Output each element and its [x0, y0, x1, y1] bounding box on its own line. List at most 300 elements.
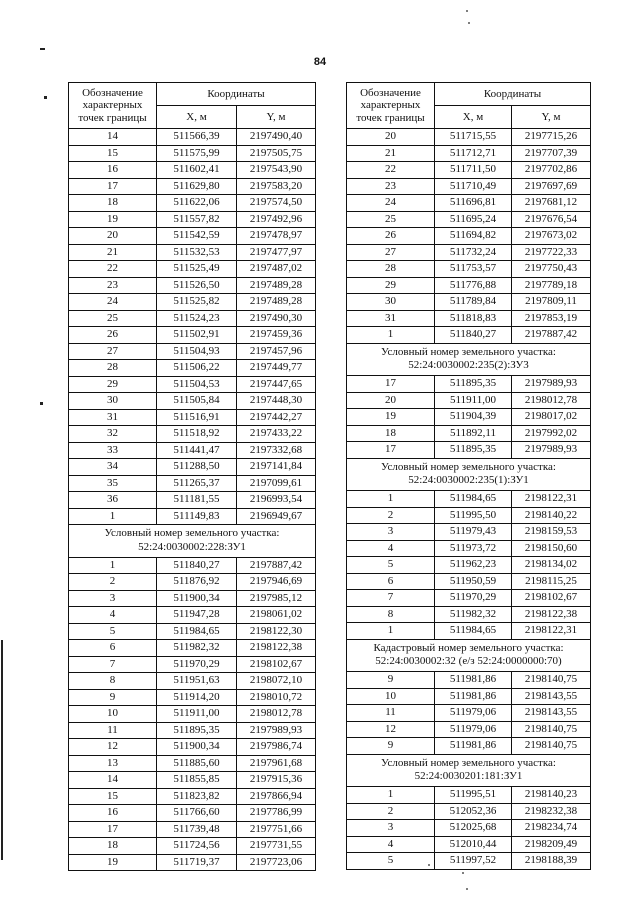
x-cell: 511973,72: [435, 540, 512, 557]
y-cell: 2197583,20: [237, 178, 316, 195]
table-row: [347, 557, 591, 574]
y-cell: 2197459,36: [237, 327, 316, 344]
point-cell: 18: [69, 838, 157, 855]
scan-dot: [462, 872, 464, 874]
y-cell: 2198234,74: [512, 820, 591, 837]
table-row: [69, 145, 316, 162]
table-row: [69, 821, 316, 838]
y-cell: 2197490,40: [237, 129, 316, 146]
point-cell: 32: [69, 426, 157, 443]
x-cell: 511532,53: [157, 244, 237, 261]
y-cell: 2197751,66: [237, 821, 316, 838]
table-row: [69, 376, 316, 393]
point-cell: 1: [69, 508, 157, 525]
x-column-header: X, м: [435, 106, 512, 129]
x-cell: 511732,24: [435, 244, 512, 261]
point-cell: 28: [347, 261, 435, 278]
y-cell: 2197786,99: [237, 805, 316, 822]
table-row: [69, 310, 316, 327]
point-cell: 27: [69, 343, 157, 360]
y-cell: 2198122,38: [237, 640, 316, 657]
y-cell: 2198232,38: [512, 803, 591, 820]
y-cell: 2197853,19: [512, 310, 591, 327]
coordinates-header: Координаты: [435, 83, 591, 106]
x-cell: 511719,37: [157, 854, 237, 871]
x-cell: 511711,50: [435, 162, 512, 179]
point-cell: 19: [69, 854, 157, 871]
x-cell: 511995,50: [435, 507, 512, 524]
point-cell: 23: [347, 178, 435, 195]
point-cell: 1: [347, 787, 435, 804]
y-cell: 2197449,77: [237, 360, 316, 377]
point-cell: 7: [347, 590, 435, 607]
x-cell: 511288,50: [157, 459, 237, 476]
y-cell: 2197447,65: [237, 376, 316, 393]
x-cell: 511840,27: [435, 327, 512, 344]
table-row: [69, 788, 316, 805]
x-cell: 511982,32: [157, 640, 237, 657]
point-cell: 20: [69, 228, 157, 245]
x-cell: 511518,92: [157, 426, 237, 443]
table-row: [347, 409, 591, 426]
table-row: [347, 721, 591, 738]
x-cell: 511516,91: [157, 409, 237, 426]
point-cell: 3: [347, 820, 435, 837]
y-cell: 2198143,55: [512, 705, 591, 722]
point-cell: 14: [69, 129, 157, 146]
x-cell: 511789,84: [435, 294, 512, 311]
x-cell: 511542,59: [157, 228, 237, 245]
x-cell: 511566,39: [157, 129, 237, 146]
y-cell: 2197574,50: [237, 195, 316, 212]
table-row: [347, 162, 591, 179]
point-cell: 1: [347, 623, 435, 640]
y-cell: 2198140,75: [512, 738, 591, 755]
point-cell: 13: [69, 755, 157, 772]
y-cell: 2197673,02: [512, 228, 591, 245]
y-cell: 2197332,68: [237, 442, 316, 459]
x-cell: 511696,81: [435, 195, 512, 212]
y-cell: 2198209,49: [512, 836, 591, 853]
x-cell: 511712,71: [435, 145, 512, 162]
point-cell: 23: [69, 277, 157, 294]
point-cell: 26: [347, 228, 435, 245]
y-cell: 2197543,90: [237, 162, 316, 179]
y-column-header: Y, м: [237, 106, 316, 129]
y-cell: 2197961,68: [237, 755, 316, 772]
x-cell: 511622,06: [157, 195, 237, 212]
table-row: [347, 507, 591, 524]
y-cell: 2197989,93: [237, 722, 316, 739]
table-row: [69, 162, 316, 179]
y-cell: 2198072,10: [237, 673, 316, 690]
y-cell: 2197809,11: [512, 294, 591, 311]
point-cell: 22: [347, 162, 435, 179]
x-cell: 511181,55: [157, 492, 237, 509]
point-cell: 17: [69, 821, 157, 838]
point-cell: 1: [69, 557, 157, 574]
point-cell: 5: [347, 557, 435, 574]
table-row: [347, 392, 591, 409]
x-cell: 512052,36: [435, 803, 512, 820]
table-row: [347, 228, 591, 245]
table-row: [69, 854, 316, 871]
point-cell: 12: [69, 739, 157, 756]
point-cell: 28: [69, 360, 157, 377]
table-row: [69, 409, 316, 426]
y-cell: 2197723,06: [237, 854, 316, 871]
y-cell: 2198122,30: [237, 623, 316, 640]
x-cell: 511979,06: [435, 721, 512, 738]
table-row: [69, 277, 316, 294]
point-cell: 10: [69, 706, 157, 723]
table-row: [69, 722, 316, 739]
table-row: [347, 705, 591, 722]
x-cell: 511914,20: [157, 689, 237, 706]
page-number: 84: [313, 56, 327, 68]
table-row: [69, 838, 316, 855]
coordinates-header: Координаты: [157, 83, 316, 106]
x-cell: 511753,57: [435, 261, 512, 278]
x-cell: 511149,83: [157, 508, 237, 525]
x-cell: 511947,28: [157, 607, 237, 624]
x-cell: 511505,84: [157, 393, 237, 410]
point-cell: 30: [347, 294, 435, 311]
scan-mark: [44, 96, 47, 99]
x-cell: 511502,91: [157, 327, 237, 344]
table-row: [69, 492, 316, 509]
y-cell: 2197707,39: [512, 145, 591, 162]
table-row: [69, 508, 316, 525]
coordinates-table-left: [68, 82, 316, 871]
point-cell: 5: [347, 853, 435, 870]
table-row: [69, 475, 316, 492]
section-title: Условный номер земельного участка: 52:24:0030002:235(2):ЗУ3: [347, 343, 591, 376]
table-row: [69, 442, 316, 459]
point-cell: 31: [347, 310, 435, 327]
scan-dot: [468, 22, 470, 24]
y-cell: 2197141,84: [237, 459, 316, 476]
y-cell: 2197722,33: [512, 244, 591, 261]
table-row: [347, 261, 591, 278]
point-cell: 24: [347, 195, 435, 212]
x-cell: 511951,63: [157, 673, 237, 690]
table-row: [347, 178, 591, 195]
y-cell: 2197989,93: [512, 376, 591, 393]
y-cell: 2197681,12: [512, 195, 591, 212]
table-row: [69, 673, 316, 690]
y-cell: 2198143,55: [512, 688, 591, 705]
table-row: [347, 606, 591, 623]
section-row: [69, 525, 316, 558]
y-cell: 2198140,23: [512, 787, 591, 804]
y-cell: 2198188,39: [512, 853, 591, 870]
table-row: [347, 310, 591, 327]
x-cell: 511441,47: [157, 442, 237, 459]
point-cell: 21: [347, 145, 435, 162]
table-row: [347, 327, 591, 344]
point-cell: 4: [69, 607, 157, 624]
y-cell: 2197985,12: [237, 590, 316, 607]
point-cell: 4: [347, 540, 435, 557]
x-cell: 511876,92: [157, 574, 237, 591]
y-cell: 2197489,28: [237, 294, 316, 311]
x-cell: 511694,82: [435, 228, 512, 245]
y-cell: 2198140,75: [512, 721, 591, 738]
point-cell: 29: [69, 376, 157, 393]
x-cell: 512010,44: [435, 836, 512, 853]
y-cell: 2197789,18: [512, 277, 591, 294]
section-row: [347, 343, 591, 376]
x-cell: 511904,39: [435, 409, 512, 426]
x-cell: 511739,48: [157, 821, 237, 838]
x-cell: 511984,65: [435, 623, 512, 640]
y-cell: 2197442,27: [237, 409, 316, 426]
table-row: [347, 573, 591, 590]
table-row: [69, 607, 316, 624]
point-cell: 15: [69, 788, 157, 805]
x-cell: 511970,29: [157, 656, 237, 673]
point-cell: 21: [69, 244, 157, 261]
y-cell: 2198122,38: [512, 606, 591, 623]
x-cell: 511525,49: [157, 261, 237, 278]
table-row: [69, 294, 316, 311]
x-cell: 511984,65: [435, 491, 512, 508]
x-cell: 511900,34: [157, 590, 237, 607]
table-row: [347, 145, 591, 162]
table-row: [347, 294, 591, 311]
y-cell: 2197715,26: [512, 129, 591, 146]
y-cell: 2198010,72: [237, 689, 316, 706]
table-row: [347, 376, 591, 393]
x-cell: 511840,27: [157, 557, 237, 574]
table-row: [69, 343, 316, 360]
y-cell: 2198061,02: [237, 607, 316, 624]
table-row: [347, 425, 591, 442]
table-row: [69, 261, 316, 278]
point-cell: 20: [347, 392, 435, 409]
point-cell: 6: [347, 573, 435, 590]
y-cell: 2197433,22: [237, 426, 316, 443]
y-cell: 2197915,36: [237, 772, 316, 789]
x-column-header: X, м: [157, 106, 237, 129]
y-column-header: Y, м: [512, 106, 591, 129]
x-cell: 511575,99: [157, 145, 237, 162]
section-title: Кадастровый номер земельного участка: 52:24:0030002:32 (е/з 52:24:0000000:70): [347, 639, 591, 672]
y-cell: 2198122,31: [512, 491, 591, 508]
table-row: [69, 772, 316, 789]
x-cell: 511950,59: [435, 573, 512, 590]
y-cell: 2197487,02: [237, 261, 316, 278]
x-cell: 511506,22: [157, 360, 237, 377]
point-cell: 34: [69, 459, 157, 476]
section-title: Условный номер земельного участка: 52:24:0030002:228:ЗУ1: [69, 525, 316, 558]
y-cell: 2197489,28: [237, 277, 316, 294]
table-row: [69, 228, 316, 245]
scan-border: [1, 640, 3, 860]
x-cell: 511504,53: [157, 376, 237, 393]
point-cell: 20: [347, 129, 435, 146]
point-cell: 9: [69, 689, 157, 706]
point-cell: 3: [69, 590, 157, 607]
x-cell: 511885,60: [157, 755, 237, 772]
table-row: [347, 540, 591, 557]
x-cell: 511895,35: [435, 376, 512, 393]
y-cell: 2198140,75: [512, 672, 591, 689]
point-cell: 22: [69, 261, 157, 278]
x-cell: 511715,55: [435, 129, 512, 146]
y-cell: 2197457,96: [237, 343, 316, 360]
table-row: [69, 360, 316, 377]
x-cell: 511892,11: [435, 425, 512, 442]
y-cell: 2197992,02: [512, 425, 591, 442]
point-cell: 9: [347, 738, 435, 755]
x-cell: 511602,41: [157, 162, 237, 179]
y-cell: 2198150,60: [512, 540, 591, 557]
x-cell: 511557,82: [157, 211, 237, 228]
point-cell: 17: [69, 178, 157, 195]
point-cell: 25: [347, 211, 435, 228]
point-cell: 17: [347, 376, 435, 393]
scan-mark: [40, 48, 45, 50]
point-cell: 26: [69, 327, 157, 344]
table-row: [347, 277, 591, 294]
x-cell: 511979,43: [435, 524, 512, 541]
x-cell: 511981,86: [435, 672, 512, 689]
table-row: [347, 672, 591, 689]
y-cell: 2198012,78: [237, 706, 316, 723]
x-cell: 511997,52: [435, 853, 512, 870]
table-row: [69, 739, 316, 756]
point-cell: 1: [347, 327, 435, 344]
table-row: [69, 574, 316, 591]
point-cell: 8: [347, 606, 435, 623]
y-cell: 2197702,86: [512, 162, 591, 179]
table-row: [69, 195, 316, 212]
point-cell: 25: [69, 310, 157, 327]
table-row: [347, 803, 591, 820]
x-cell: 511984,65: [157, 623, 237, 640]
x-cell: 511981,86: [435, 738, 512, 755]
table-row: [347, 688, 591, 705]
y-cell: 2197676,54: [512, 211, 591, 228]
y-cell: 2197492,96: [237, 211, 316, 228]
point-cell: 24: [69, 294, 157, 311]
x-cell: 511695,24: [435, 211, 512, 228]
table-row: [69, 755, 316, 772]
point-cell: 16: [69, 805, 157, 822]
table-row: [69, 327, 316, 344]
y-cell: 2198017,02: [512, 409, 591, 426]
point-column-header: Обозначение характерных точек границы: [69, 83, 157, 129]
section-row: [347, 458, 591, 491]
x-cell: 512025,68: [435, 820, 512, 837]
table-row: [69, 590, 316, 607]
x-cell: 511981,86: [435, 688, 512, 705]
point-cell: 18: [69, 195, 157, 212]
point-cell: 27: [347, 244, 435, 261]
y-cell: 2198012,78: [512, 392, 591, 409]
x-cell: 511724,56: [157, 838, 237, 855]
point-cell: 5: [69, 623, 157, 640]
table-row: [347, 491, 591, 508]
x-cell: 511524,23: [157, 310, 237, 327]
table-row: [69, 623, 316, 640]
y-cell: 2197989,93: [512, 442, 591, 459]
y-cell: 2198134,02: [512, 557, 591, 574]
point-cell: 3: [347, 524, 435, 541]
table-row: [69, 129, 316, 146]
table-row: [69, 706, 316, 723]
x-cell: 511995,51: [435, 787, 512, 804]
y-cell: 2197099,61: [237, 475, 316, 492]
point-cell: 2: [347, 507, 435, 524]
y-cell: 2197505,75: [237, 145, 316, 162]
x-cell: 511970,29: [435, 590, 512, 607]
point-cell: 17: [347, 442, 435, 459]
point-cell: 9: [347, 672, 435, 689]
x-cell: 511526,50: [157, 277, 237, 294]
point-cell: 31: [69, 409, 157, 426]
y-cell: 2197490,30: [237, 310, 316, 327]
table-row: [347, 623, 591, 640]
point-cell: 10: [347, 688, 435, 705]
x-cell: 511982,32: [435, 606, 512, 623]
coordinates-table-right: [346, 82, 591, 870]
point-cell: 16: [69, 162, 157, 179]
y-cell: 2198102,67: [237, 656, 316, 673]
point-cell: 14: [69, 772, 157, 789]
scan-mark: [40, 402, 43, 405]
point-cell: 18: [347, 425, 435, 442]
y-cell: 2197986,74: [237, 739, 316, 756]
x-cell: 511504,93: [157, 343, 237, 360]
point-cell: 6: [69, 640, 157, 657]
y-cell: 2197731,55: [237, 838, 316, 855]
x-cell: 511911,00: [435, 392, 512, 409]
table-row: [347, 738, 591, 755]
x-cell: 511525,82: [157, 294, 237, 311]
table-row: [69, 640, 316, 657]
table-row: [69, 393, 316, 410]
point-cell: 7: [69, 656, 157, 673]
y-cell: 2197887,42: [512, 327, 591, 344]
x-cell: 511265,37: [157, 475, 237, 492]
x-cell: 511979,06: [435, 705, 512, 722]
point-cell: 19: [347, 409, 435, 426]
scan-dot: [466, 888, 468, 890]
y-cell: 2196993,54: [237, 492, 316, 509]
y-cell: 2197697,69: [512, 178, 591, 195]
y-cell: 2198102,67: [512, 590, 591, 607]
y-cell: 2198115,25: [512, 573, 591, 590]
x-cell: 511823,82: [157, 788, 237, 805]
x-cell: 511776,88: [435, 277, 512, 294]
table-row: [347, 590, 591, 607]
table-row: [69, 689, 316, 706]
section-title: Условный номер земельного участка: 52:24:0030002:235(1):ЗУ1: [347, 458, 591, 491]
y-cell: 2197448,30: [237, 393, 316, 410]
table-row: [69, 656, 316, 673]
point-cell: 2: [69, 574, 157, 591]
point-cell: 11: [347, 705, 435, 722]
table-row: [69, 178, 316, 195]
section-title: Условный номер земельного участка: 52:24:0030201:181:ЗУ1: [347, 754, 591, 787]
scan-dot: [428, 864, 430, 866]
table-row: [69, 244, 316, 261]
y-cell: 2198140,22: [512, 507, 591, 524]
x-cell: 511911,00: [157, 706, 237, 723]
